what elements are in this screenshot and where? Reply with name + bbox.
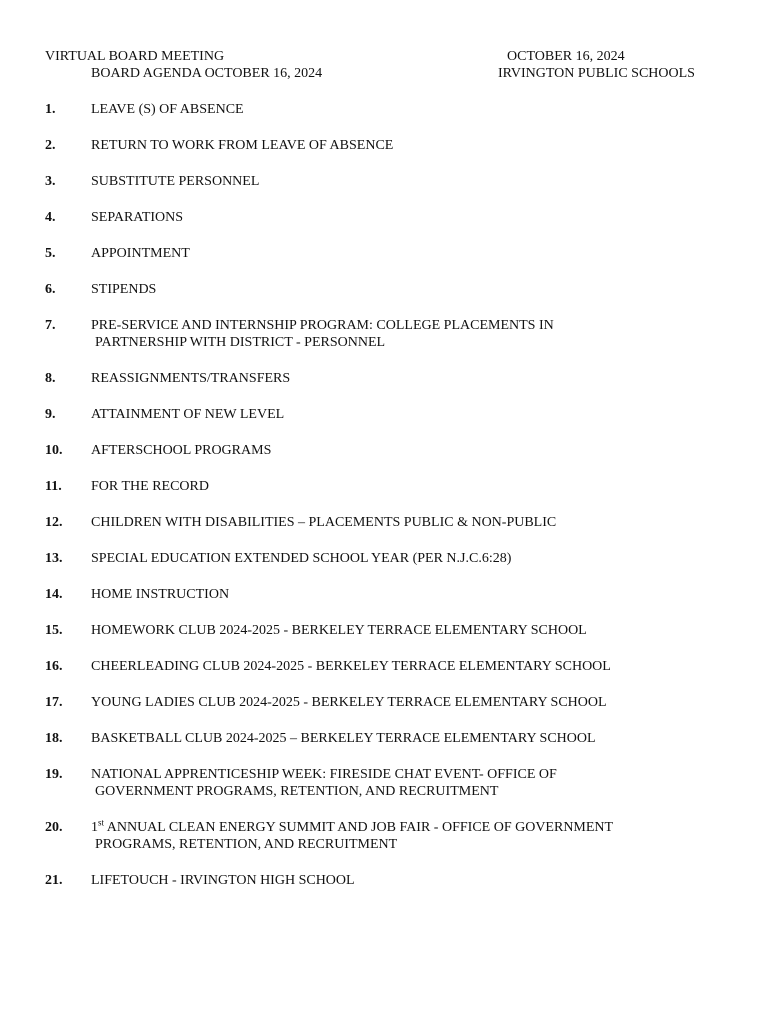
agenda-item-text bbox=[91, 586, 735, 603]
agenda-item-line1: YOUNG LADIES CLUB 2024-2025 - BERKELEY TERRACE ELEMENTARY SCHOOL bbox=[91, 695, 607, 710]
agenda-item-line bbox=[91, 174, 259, 189]
agenda-item-line bbox=[91, 210, 183, 225]
agenda-item bbox=[45, 730, 735, 747]
agenda-item-line1: REASSIGNMENTS/TRANSFERS bbox=[91, 371, 291, 386]
agenda-item bbox=[45, 442, 735, 459]
agenda-item-number: 12. bbox=[45, 515, 63, 530]
ordinal-suffix: st bbox=[98, 817, 105, 828]
agenda-item-number: 13. bbox=[45, 551, 63, 566]
agenda-item bbox=[45, 872, 735, 889]
agenda-item-text bbox=[91, 658, 735, 675]
agenda-item-text bbox=[91, 281, 735, 298]
agenda-item-text bbox=[91, 370, 735, 387]
agenda-item-number: 6. bbox=[45, 282, 56, 297]
agenda-item bbox=[45, 766, 735, 800]
agenda-item bbox=[45, 478, 735, 495]
agenda-item-number: 9. bbox=[45, 407, 56, 422]
agenda-list bbox=[45, 101, 735, 908]
meeting-type: VIRTUAL BOARD MEETING bbox=[45, 49, 225, 64]
agenda-item-number: 3. bbox=[45, 174, 56, 189]
agenda-item-line1: SEPARATIONS bbox=[91, 210, 184, 225]
meeting-date: OCTOBER 16, 2024 bbox=[507, 49, 625, 64]
agenda-item-text bbox=[91, 730, 735, 747]
agenda-item-text bbox=[91, 766, 735, 800]
agenda-item-line2: PROGRAMS, RETENTION, AND RECRUITMENT bbox=[95, 837, 398, 852]
agenda-title: BOARD AGENDA OCTOBER 16, 2024 bbox=[91, 66, 323, 81]
agenda-item-line1: RETURN TO WORK FROM LEAVE OF ABSENCE bbox=[91, 138, 394, 153]
district-name: IRVINGTON PUBLIC SCHOOLS bbox=[498, 66, 695, 81]
agenda-item-line bbox=[91, 659, 611, 674]
agenda-item-line1: ATTAINMENT OF NEW LEVEL bbox=[91, 407, 285, 422]
agenda-item bbox=[45, 406, 735, 423]
agenda-item bbox=[45, 281, 735, 298]
agenda-item-line bbox=[91, 282, 156, 297]
agenda-item-line1: CHILDREN WITH DISABILITIES – PLACEMENTS PUBLIC & NON-PUBLIC bbox=[91, 515, 557, 530]
agenda-item-line1: HOME INSTRUCTION bbox=[91, 587, 230, 602]
agenda-item-line bbox=[91, 371, 290, 386]
agenda-item-line1: ANNUAL CLEAN ENERGY SUMMIT AND JOB FAIR - OFFICE OF GOVERNMENT bbox=[104, 820, 614, 835]
agenda-item-number: 17. bbox=[45, 695, 63, 710]
agenda-item-line bbox=[91, 623, 587, 638]
agenda-item-number: 14. bbox=[45, 587, 63, 602]
agenda-item-number: 2. bbox=[45, 138, 56, 153]
agenda-item-text bbox=[91, 101, 735, 118]
agenda-item bbox=[45, 658, 735, 675]
agenda-item-line bbox=[91, 138, 393, 153]
agenda-item-line bbox=[91, 318, 554, 333]
agenda-item-text bbox=[91, 550, 735, 567]
agenda-item-text bbox=[91, 819, 735, 853]
agenda-item-line1: SUBSTITUTE PERSONNEL bbox=[91, 174, 260, 189]
agenda-item bbox=[45, 694, 735, 711]
agenda-item-text bbox=[91, 442, 735, 459]
agenda-item-line1: APPOINTMENT bbox=[91, 246, 190, 261]
agenda-item-text bbox=[91, 872, 735, 889]
agenda-item bbox=[45, 101, 735, 118]
agenda-item-number: 5. bbox=[45, 246, 56, 261]
agenda-item-line1: NATIONAL APPRENTICESHIP WEEK: FIRESIDE CHAT EVENT- OFFICE OF bbox=[91, 767, 557, 782]
agenda-item-number: 4. bbox=[45, 210, 56, 225]
ordinal-number: 1 bbox=[91, 820, 98, 835]
agenda-item-line bbox=[91, 731, 596, 746]
agenda-item bbox=[45, 622, 735, 639]
agenda-item-number: 1. bbox=[45, 102, 56, 117]
agenda-item-line bbox=[91, 551, 511, 566]
agenda-item-line1: SPECIAL EDUCATION EXTENDED SCHOOL YEAR (PER N.J.C.6:28) bbox=[91, 551, 512, 566]
agenda-item-number: 10. bbox=[45, 443, 63, 458]
agenda-item bbox=[45, 317, 735, 351]
agenda-item-line1: CHEERLEADING CLUB 2024-2025 - BERKELEY TERRACE ELEMENTARY SCHOOL bbox=[91, 659, 611, 674]
agenda-item-text bbox=[91, 209, 735, 226]
agenda-item-line bbox=[91, 515, 556, 530]
agenda-item bbox=[45, 245, 735, 262]
agenda-item-number: 11. bbox=[45, 479, 62, 494]
agenda-item bbox=[45, 550, 735, 567]
agenda-item-text bbox=[91, 317, 735, 351]
agenda-item-line bbox=[91, 767, 557, 782]
agenda-item-line1: BASKETBALL CLUB 2024-2025 – BERKELEY TERRACE ELEMENTARY SCHOOL bbox=[91, 731, 596, 746]
agenda-item bbox=[45, 370, 735, 387]
agenda-item bbox=[45, 137, 735, 154]
agenda-item-line2: GOVERNMENT PROGRAMS, RETENTION, AND RECRUITMENT bbox=[95, 784, 499, 799]
agenda-item-text bbox=[91, 514, 735, 531]
agenda-item-text bbox=[91, 694, 735, 711]
agenda-item-text bbox=[91, 406, 735, 423]
agenda-item-line bbox=[91, 479, 209, 494]
agenda-item-text bbox=[91, 478, 735, 495]
agenda-item-number: 20. bbox=[45, 820, 63, 835]
agenda-item-line bbox=[91, 695, 607, 710]
agenda-item-number: 16. bbox=[45, 659, 63, 674]
agenda-item-line1: FOR THE RECORD bbox=[91, 479, 209, 494]
agenda-item-line bbox=[91, 246, 190, 261]
agenda-item-line bbox=[91, 102, 244, 117]
agenda-item-line1: LIFETOUCH - IRVINGTON HIGH SCHOOL bbox=[91, 873, 355, 888]
agenda-item-line1: STIPENDS bbox=[91, 282, 157, 297]
agenda-item-line bbox=[91, 817, 614, 835]
agenda-item-line bbox=[91, 407, 284, 422]
agenda-item-line1: LEAVE (S) OF ABSENCE bbox=[91, 102, 244, 117]
agenda-item-text bbox=[91, 622, 735, 639]
agenda-item-line bbox=[91, 587, 229, 602]
agenda-item-number: 8. bbox=[45, 371, 56, 386]
agenda-item bbox=[45, 819, 735, 853]
agenda-item-number: 19. bbox=[45, 767, 63, 782]
agenda-item bbox=[45, 209, 735, 226]
agenda-item-line bbox=[91, 873, 355, 888]
agenda-item-line2: PARTNERSHIP WITH DISTRICT - PERSONNEL bbox=[95, 335, 386, 350]
agenda-item-number: 18. bbox=[45, 731, 63, 746]
agenda-item bbox=[45, 514, 735, 531]
agenda-item-text bbox=[91, 137, 735, 154]
agenda-item-line1: HOMEWORK CLUB 2024-2025 - BERKELEY TERRACE ELEMENTARY SCHOOL bbox=[91, 623, 587, 638]
agenda-item-line1: AFTERSCHOOL PROGRAMS bbox=[91, 443, 272, 458]
agenda-item-line bbox=[91, 443, 271, 458]
agenda-item bbox=[45, 173, 735, 190]
agenda-item-number: 7. bbox=[45, 318, 56, 333]
agenda-item-number: 15. bbox=[45, 623, 63, 638]
agenda-item-line1: PRE-SERVICE AND INTERNSHIP PROGRAM: COLLEGE PLACEMENTS IN bbox=[91, 318, 554, 333]
agenda-item-text bbox=[91, 173, 735, 190]
agenda-item-text bbox=[91, 245, 735, 262]
agenda-item bbox=[45, 586, 735, 603]
agenda-item-number: 21. bbox=[45, 873, 63, 888]
